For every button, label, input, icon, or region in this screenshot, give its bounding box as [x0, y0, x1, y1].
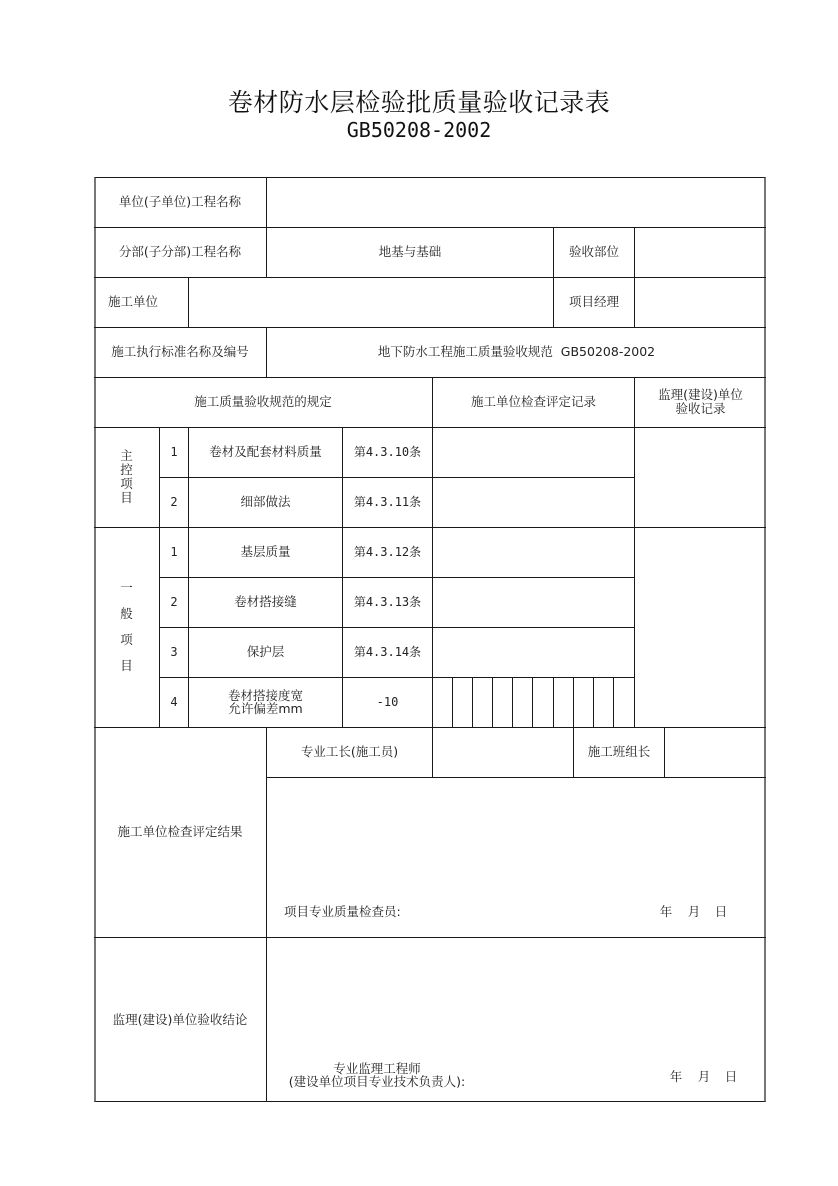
grid-divider	[472, 677, 473, 727]
team-leader-field[interactable]	[665, 727, 766, 777]
month-label: 月	[687, 904, 701, 919]
item-name: 保护层	[246, 644, 285, 659]
acceptance-part-label: 验收部位	[568, 244, 619, 259]
supervision-record-header-line2: 验收记录	[675, 401, 726, 416]
construction-record-field[interactable]	[433, 577, 634, 627]
construction-record-field[interactable]	[433, 477, 634, 527]
item-number: 4	[170, 695, 178, 709]
item-number: 2	[170, 495, 178, 509]
item-number: 1	[170, 545, 178, 559]
day-label: 日	[724, 1069, 738, 1084]
sub-project-label: 分部(子分部)工程名称	[118, 244, 242, 259]
supervision-record-field[interactable]	[635, 527, 766, 727]
construction-record-field[interactable]	[433, 627, 634, 677]
quality-inspector-label: 项目专业质量检查员:	[284, 904, 401, 919]
form-title: 卷材防水层检验批质量验收记录表	[227, 88, 611, 117]
project-manager-field[interactable]	[635, 277, 766, 327]
item-name: 基层质量	[240, 544, 291, 559]
item-number: 3	[170, 645, 178, 659]
general-char: 一	[120, 580, 133, 595]
item-clause: 第4.3.12条	[353, 545, 422, 559]
construction-record-header: 施工单位检查评定记录	[470, 394, 596, 409]
year-label: 年	[669, 1069, 683, 1084]
standard-field[interactable]: 地下防水工程施工质量验收规范 GB50208-2002	[377, 344, 656, 359]
construction-result-field[interactable]	[267, 778, 766, 898]
foreman-field[interactable]	[433, 727, 573, 777]
supervision-engineer-line1: 专业监理工程师	[333, 1061, 421, 1076]
grid-divider	[532, 677, 533, 727]
tolerance-value: -10	[376, 695, 399, 709]
item-name	[189, 677, 342, 727]
year-label: 年	[659, 904, 673, 919]
supervision-conclusion-field[interactable]	[267, 938, 766, 1058]
supervision-record-field[interactable]	[635, 427, 766, 527]
grid-divider	[492, 677, 493, 727]
month-label: 月	[697, 1069, 711, 1084]
spec-column-header: 施工质量验收规范的规定	[194, 394, 332, 409]
item-name-line1: 卷材搭接度宽	[227, 688, 303, 703]
team-leader-label: 施工班组长	[587, 744, 651, 759]
day-label: 日	[714, 904, 728, 919]
supervision-conclusion-label: 监理(建设)单位验收结论	[112, 1011, 248, 1027]
grid-divider	[573, 677, 574, 727]
standard-label: 施工执行标准名称及编号	[111, 344, 249, 359]
supervision-engineer-label	[272, 1060, 482, 1090]
item-clause: 第4.3.10条	[353, 445, 422, 459]
main-control-char: 目	[120, 490, 133, 505]
supervision-engineer-line2: (建设单位项目专业技术负责人):	[288, 1074, 466, 1089]
general-char: 目	[120, 658, 133, 673]
item-number: 2	[170, 595, 178, 609]
grid-divider	[593, 677, 594, 727]
supervision-record-header-line1: 监理(建设)单位	[658, 387, 743, 402]
general-char: 般	[120, 606, 133, 621]
unit-project-label: 单位(子单位)工程名称	[118, 194, 242, 209]
item-name-line2: 允许偏差mm	[228, 701, 303, 716]
grid-divider	[512, 677, 513, 727]
construction-unit-label: 施工单位	[108, 294, 159, 309]
item-clause: 第4.3.14条	[353, 645, 422, 659]
general-char: 项	[120, 632, 133, 647]
main-control-label	[94, 427, 159, 527]
item-name: 卷材及配套材料质量	[209, 444, 322, 459]
project-manager-label: 项目经理	[568, 294, 619, 309]
grid-divider	[613, 677, 614, 727]
item-name: 细部做法	[240, 494, 291, 509]
construction-record-field[interactable]	[433, 527, 634, 577]
item-number: 1	[170, 445, 178, 459]
form-code: GB50208-2002	[346, 118, 492, 142]
item-name: 卷材搭接缝	[234, 594, 297, 609]
unit-project-field[interactable]	[267, 177, 766, 227]
grid-divider	[452, 677, 453, 727]
sub-project-field[interactable]: 地基与基础	[378, 244, 442, 259]
item-clause: 第4.3.13条	[353, 595, 422, 609]
main-control-char: 项	[120, 476, 133, 491]
grid-divider	[553, 677, 554, 727]
general-items-label	[94, 527, 159, 727]
foreman-label: 专业工长(施工员)	[300, 744, 399, 759]
construction-unit-field[interactable]	[189, 277, 553, 327]
main-control-char: 控	[120, 462, 133, 477]
main-control-char: 主	[120, 448, 133, 463]
item-clause: 第4.3.11条	[353, 495, 422, 509]
acceptance-part-field[interactable]	[635, 227, 766, 277]
supervision-record-header	[635, 377, 766, 427]
construction-record-field[interactable]	[433, 427, 634, 477]
construction-result-label: 施工单位检查评定结果	[117, 824, 243, 839]
